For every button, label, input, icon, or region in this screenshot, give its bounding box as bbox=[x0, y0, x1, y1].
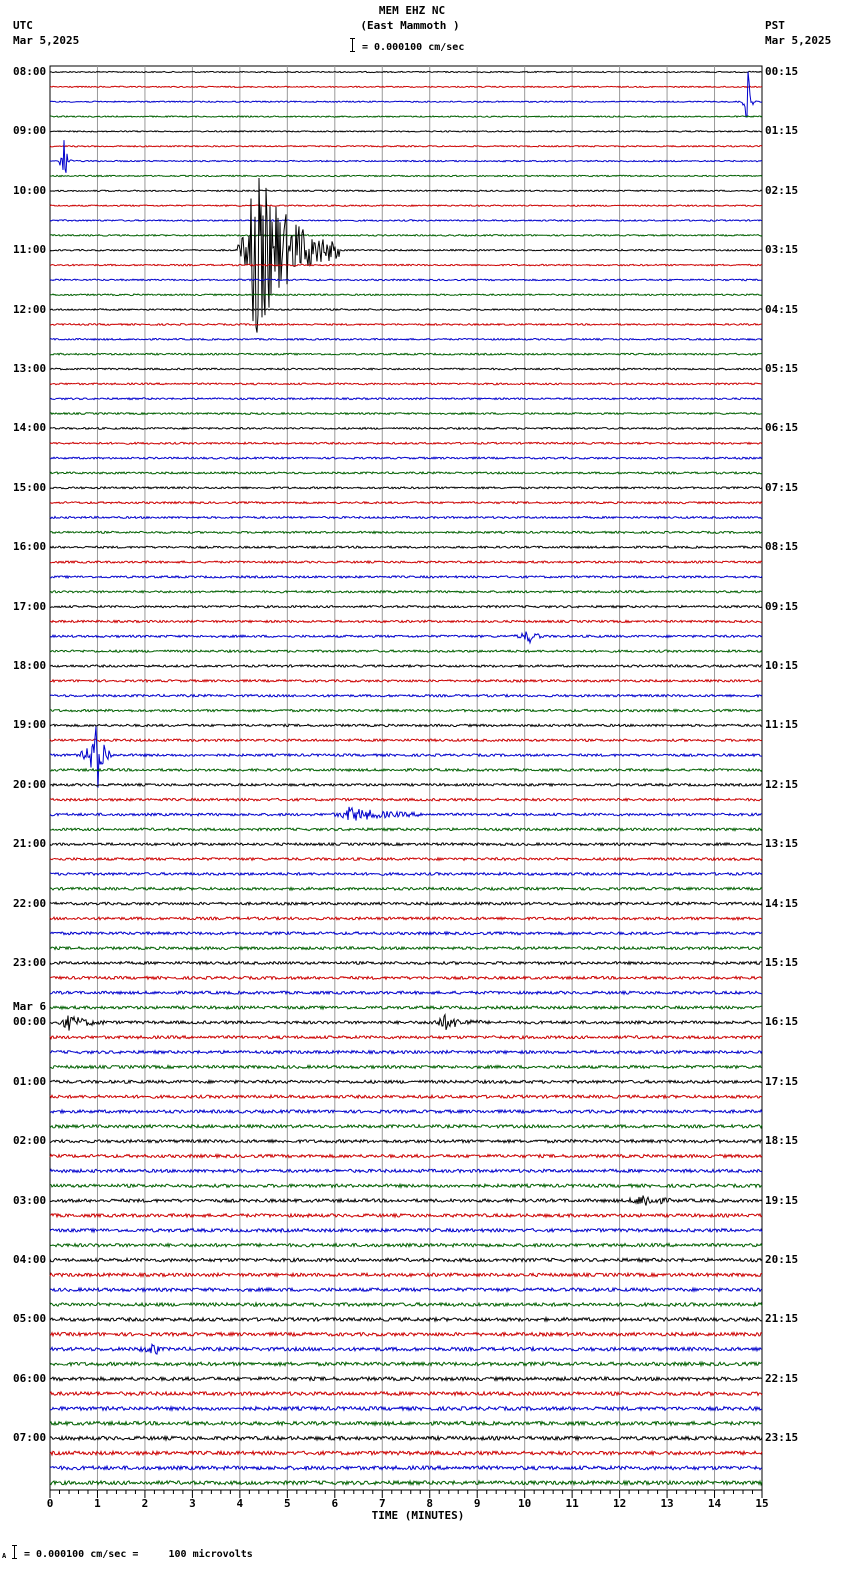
trace-row bbox=[50, 828, 762, 831]
trace-row bbox=[50, 858, 762, 861]
utc-hour-label: 15:00 bbox=[13, 480, 47, 494]
pst-hour-label: 18:15 bbox=[765, 1134, 799, 1148]
trace-row bbox=[50, 561, 762, 563]
trace-row bbox=[50, 1169, 762, 1172]
right-date: Mar 5,2025 bbox=[765, 34, 832, 47]
utc-hour-label: 06:00 bbox=[13, 1371, 47, 1385]
pst-hour-label: 09:15 bbox=[765, 599, 799, 613]
footer-scale-text: = 0.000100 cm/sec = 100 microvolts bbox=[24, 1549, 253, 1560]
trace-row bbox=[50, 1273, 762, 1276]
right-timezone: PST bbox=[765, 19, 785, 32]
x-tick-label: 4 bbox=[236, 1497, 244, 1510]
trace-row bbox=[50, 1422, 762, 1426]
trace-row bbox=[50, 1051, 762, 1054]
trace-row bbox=[50, 739, 762, 741]
utc-hour-label: 14:00 bbox=[13, 421, 47, 435]
trace-row bbox=[50, 650, 762, 652]
trace-row bbox=[50, 1110, 762, 1113]
trace-row bbox=[50, 807, 762, 821]
x-tick-label: 3 bbox=[189, 1497, 196, 1510]
trace-row bbox=[50, 502, 762, 504]
x-tick-label: 1 bbox=[94, 1497, 101, 1510]
trace-row bbox=[50, 1436, 762, 1440]
trace-row bbox=[50, 442, 762, 444]
trace-row bbox=[50, 1407, 762, 1411]
utc-hour-label: 12:00 bbox=[13, 302, 47, 316]
trace-row bbox=[50, 428, 762, 430]
pst-hour-label: 14:15 bbox=[765, 896, 799, 910]
trace-row bbox=[50, 665, 762, 667]
trace-row bbox=[50, 976, 762, 979]
trace-row bbox=[50, 1451, 762, 1455]
utc-hour-label: 17:00 bbox=[13, 599, 47, 613]
pst-hour-label: 12:15 bbox=[765, 777, 799, 791]
utc-hour-label: 18:00 bbox=[13, 659, 47, 672]
x-tick-label: 15 bbox=[755, 1497, 769, 1510]
trace-row bbox=[50, 1036, 762, 1039]
trace-row bbox=[50, 131, 762, 132]
trace-row bbox=[50, 517, 762, 519]
trace-row bbox=[50, 472, 762, 474]
trace-row bbox=[50, 71, 762, 72]
trace-row bbox=[50, 709, 762, 711]
trace-row bbox=[50, 784, 762, 786]
trace-row bbox=[50, 680, 762, 682]
utc-hour-label: 11:00 bbox=[13, 243, 47, 257]
utc-hour-label: 10:00 bbox=[13, 183, 47, 197]
x-tick-label: 9 bbox=[473, 1497, 481, 1510]
pst-hour-label: 20:15 bbox=[765, 1253, 799, 1266]
x-tick-label: 5 bbox=[284, 1497, 291, 1510]
pst-hour-label: 19:15 bbox=[765, 1193, 799, 1207]
trace-row bbox=[50, 383, 762, 385]
trace-row bbox=[50, 932, 762, 935]
trace-row bbox=[50, 140, 762, 173]
trace-row bbox=[50, 591, 762, 593]
left-date: Mar 5,2025 bbox=[13, 34, 80, 47]
pst-hour-label: 08:15 bbox=[765, 540, 799, 554]
trace-row bbox=[50, 1258, 762, 1261]
pst-hour-label: 03:15 bbox=[765, 243, 799, 257]
trace-row bbox=[50, 324, 762, 326]
trace-row bbox=[50, 962, 762, 965]
pst-hour-label: 02:15 bbox=[765, 183, 799, 197]
trace-row bbox=[50, 546, 762, 548]
trace-row bbox=[50, 576, 762, 578]
trace-row bbox=[50, 1184, 762, 1187]
trace-row bbox=[50, 205, 762, 207]
trace-row bbox=[50, 1333, 762, 1337]
footer-scale-bar-icon bbox=[14, 1545, 15, 1559]
utc-hour-label: 01:00 bbox=[13, 1074, 47, 1088]
trace-row bbox=[50, 769, 762, 772]
trace-row bbox=[50, 798, 762, 801]
x-axis-label: TIME (MINUTES) bbox=[371, 1509, 465, 1522]
x-tick-label: 10 bbox=[518, 1497, 532, 1510]
trace-row bbox=[50, 339, 762, 341]
trace-row bbox=[50, 1155, 762, 1158]
trace-row bbox=[50, 86, 762, 87]
station-title: MEM EHZ NC bbox=[378, 4, 446, 17]
trace-row bbox=[50, 487, 762, 489]
trace-row bbox=[50, 235, 762, 237]
date-change-label: Mar 6 bbox=[13, 1000, 47, 1014]
x-tick-label: 6 bbox=[331, 1497, 339, 1510]
trace-row bbox=[50, 116, 762, 117]
trace-row bbox=[50, 1362, 762, 1366]
pst-hour-label: 23:15 bbox=[765, 1431, 799, 1445]
trace-row bbox=[50, 991, 762, 994]
trace-row bbox=[50, 220, 762, 221]
x-tick-label: 7 bbox=[378, 1497, 386, 1510]
x-tick-label: 8 bbox=[426, 1497, 434, 1510]
trace-row bbox=[50, 1065, 762, 1068]
pst-hour-label: 22:15 bbox=[765, 1371, 799, 1385]
utc-hour-label: 13:00 bbox=[13, 362, 47, 375]
trace-row bbox=[50, 146, 762, 147]
utc-hour-label: 03:00 bbox=[13, 1193, 47, 1207]
trace-row bbox=[50, 457, 762, 459]
trace-row bbox=[50, 1481, 762, 1485]
trace-row bbox=[50, 620, 762, 622]
pst-hour-label: 13:15 bbox=[765, 837, 799, 851]
utc-hour-label: 07:00 bbox=[13, 1431, 47, 1445]
trace-row bbox=[50, 1095, 762, 1098]
left-timezone: UTC bbox=[13, 19, 33, 32]
trace-row bbox=[50, 1125, 762, 1128]
x-tick-label: 11 bbox=[565, 1497, 579, 1510]
pst-hour-label: 15:15 bbox=[765, 956, 799, 969]
utc-hour-label: 22:00 bbox=[13, 896, 47, 910]
pst-hour-label: 16:15 bbox=[765, 1015, 799, 1029]
pst-hour-label: 00:15 bbox=[765, 65, 799, 78]
trace-row bbox=[50, 1466, 762, 1470]
utc-hour-label: 19:00 bbox=[13, 718, 47, 732]
trace-row bbox=[50, 606, 762, 608]
trace-row bbox=[50, 1196, 762, 1206]
pst-hour-label: 05:15 bbox=[765, 362, 799, 375]
trace-row bbox=[50, 947, 762, 950]
x-tick-label: 12 bbox=[612, 1497, 627, 1510]
utc-hour-label: 09:00 bbox=[13, 124, 47, 138]
pst-hour-label: 17:15 bbox=[765, 1074, 799, 1088]
trace-row bbox=[50, 632, 762, 643]
trace-row bbox=[50, 368, 762, 370]
trace-row bbox=[50, 1015, 762, 1031]
x-tick-label: 0 bbox=[46, 1497, 54, 1510]
trace-row bbox=[50, 727, 762, 788]
trace-row bbox=[50, 917, 762, 920]
trace-row bbox=[50, 887, 762, 890]
trace-row bbox=[50, 294, 762, 296]
location-subtitle: (East Mammoth ) bbox=[360, 19, 460, 32]
pst-hour-label: 04:15 bbox=[765, 302, 799, 316]
pst-hour-label: 21:15 bbox=[765, 1312, 799, 1326]
trace-row bbox=[50, 1140, 762, 1143]
utc-hour-label: 00:00 bbox=[13, 1015, 47, 1029]
trace-row bbox=[50, 1006, 762, 1009]
trace-row bbox=[50, 873, 762, 876]
utc-hour-label: 05:00 bbox=[13, 1312, 47, 1326]
trace-row bbox=[50, 398, 762, 400]
trace-row bbox=[50, 279, 762, 281]
trace-row bbox=[50, 1344, 762, 1354]
utc-hour-label: 02:00 bbox=[13, 1134, 47, 1148]
utc-hour-label: 23:00 bbox=[13, 956, 47, 969]
utc-hour-label: 20:00 bbox=[13, 777, 47, 791]
trace-row bbox=[50, 264, 762, 266]
utc-hour-label: 04:00 bbox=[13, 1253, 47, 1266]
time-axis bbox=[47, 1490, 769, 1510]
utc-hour-label: 08:00 bbox=[13, 65, 47, 78]
trace-row bbox=[50, 1377, 762, 1381]
trace-row bbox=[50, 695, 762, 697]
footer-prefix: A bbox=[2, 1552, 7, 1560]
x-tick-label: 14 bbox=[707, 1497, 722, 1510]
trace-row bbox=[50, 902, 762, 905]
pst-hour-label: 11:15 bbox=[765, 718, 799, 732]
trace-row bbox=[50, 1080, 762, 1083]
trace-row bbox=[50, 309, 762, 311]
pst-hour-label: 06:15 bbox=[765, 421, 799, 435]
trace-row bbox=[50, 1303, 762, 1307]
trace-row bbox=[50, 1244, 762, 1247]
utc-hour-label: 16:00 bbox=[13, 540, 47, 554]
trace-row bbox=[50, 1214, 762, 1217]
footer-scale bbox=[2, 1545, 402, 1561]
trace-row bbox=[50, 1288, 762, 1291]
pst-hour-label: 01:15 bbox=[765, 124, 799, 138]
header-scale-text: = 0.000100 cm/sec bbox=[362, 42, 465, 53]
trace-row bbox=[50, 175, 762, 176]
pst-hour-label: 07:15 bbox=[765, 480, 799, 494]
x-tick-label: 2 bbox=[141, 1497, 149, 1510]
trace-row bbox=[50, 72, 762, 117]
pst-hour-label: 10:15 bbox=[765, 659, 799, 672]
utc-hour-label: 21:00 bbox=[13, 837, 47, 851]
trace-row bbox=[50, 843, 762, 846]
trace-row bbox=[50, 1318, 762, 1321]
trace-row bbox=[50, 1392, 762, 1396]
trace-row bbox=[50, 724, 762, 726]
trace-row bbox=[50, 531, 762, 533]
trace-row bbox=[50, 413, 762, 415]
trace-row bbox=[50, 1229, 762, 1232]
trace-row bbox=[50, 190, 762, 191]
trace-row bbox=[50, 353, 762, 355]
x-tick-label: 13 bbox=[660, 1497, 674, 1510]
trace-group bbox=[50, 71, 762, 1484]
